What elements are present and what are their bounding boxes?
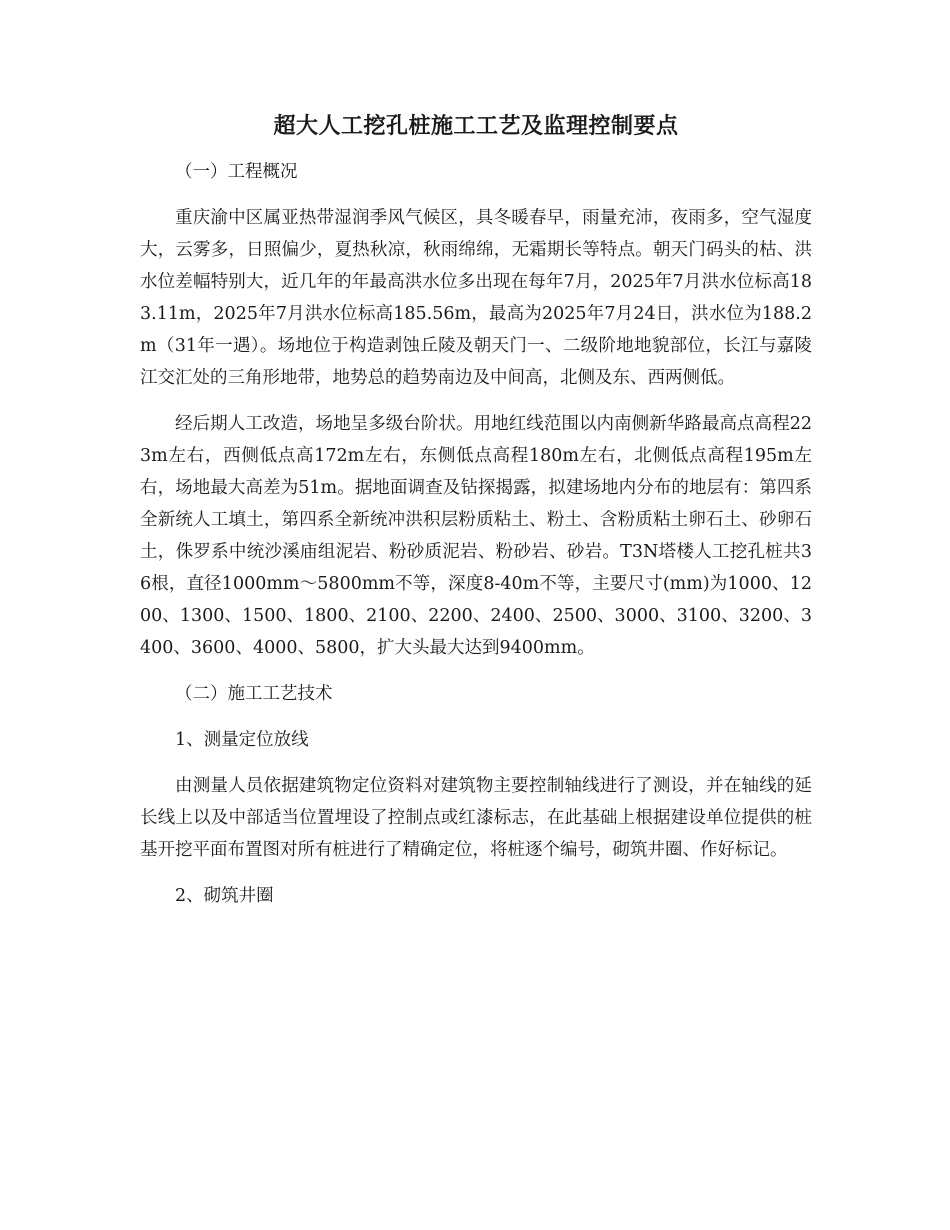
document-page [140,108,812,926]
document-title: 超大人工挖孔桩施工工艺及监理控制要点 [273,113,679,139]
subsection-heading-survey: 1、测量定位放线 [175,730,309,750]
section-heading-overview: （一）工程概况 [175,162,298,182]
paragraph-climate: 重庆渝中区属亚热带湿润季风气候区，具冬暖春早，雨量充沛，夜雨多，空气湿度大，云雾多，日照偏少，夏热秋凉，秋雨绵绵，无霜期长等特点。朝天门码头的枯、洪水位差幅特别大，近几年的年最高洪水位多出现在每年7月，2025年7月洪水位标高183.11m，2025年7月洪水位标高185.56m，最高为2025年7月24日，洪水位为188.2m（31年一遇）。场地位于构造剥蚀丘陵及朝天门一、二级阶地地貌部位，长江与嘉陵江交汇处的三角形地带，地势总的趋势南边及中间高，北侧及东、西两侧低。 [140,208,812,388]
section-heading-construction: （二）施工工艺技术 [175,684,333,704]
subsection-heading-well-ring: 2、砌筑井圈 [175,886,274,906]
paragraph-site-geology: 经后期人工改造，场地呈多级台阶状。用地红线范围以内南侧新华路最高点高程223m左右，西侧低点高172m左右，东侧低点高程180m左右，北侧低点高程195m左右，场地最大高差为51m。据地面调查及钻探揭露，拟建场地内分布的地层有：第四系全新统人工填土，第四系全新统冲洪积层粉质粘土、粉土、含粉质粘土卵石土、砂卵石土，侏罗系中统沙溪庙组泥岩、粉砂质泥岩、粉砂岩、砂岩。T3N塔楼人工挖孔桩共36根，直径1000mm～5800mm不等，深度8-40m不等，主要尺寸(mm)为1000、1200、1300、1500、1800、2100、2200、2400、2500、3000、3100、3200、3400、3600、4000、5800，扩大头最大达到9400mm。 [140,414,812,658]
paragraph-survey: 由测量人员依据建筑物定位资料对建筑物主要控制轴线进行了测设，并在轴线的延长线上以及中部适当位置埋设了控制点或红漆标志，在此基础上根据建设单位提供的桩基开挖平面布置图对所有桩进行了精确定位，将桩逐个编号，砌筑井圈、作好标记。 [140,776,812,860]
